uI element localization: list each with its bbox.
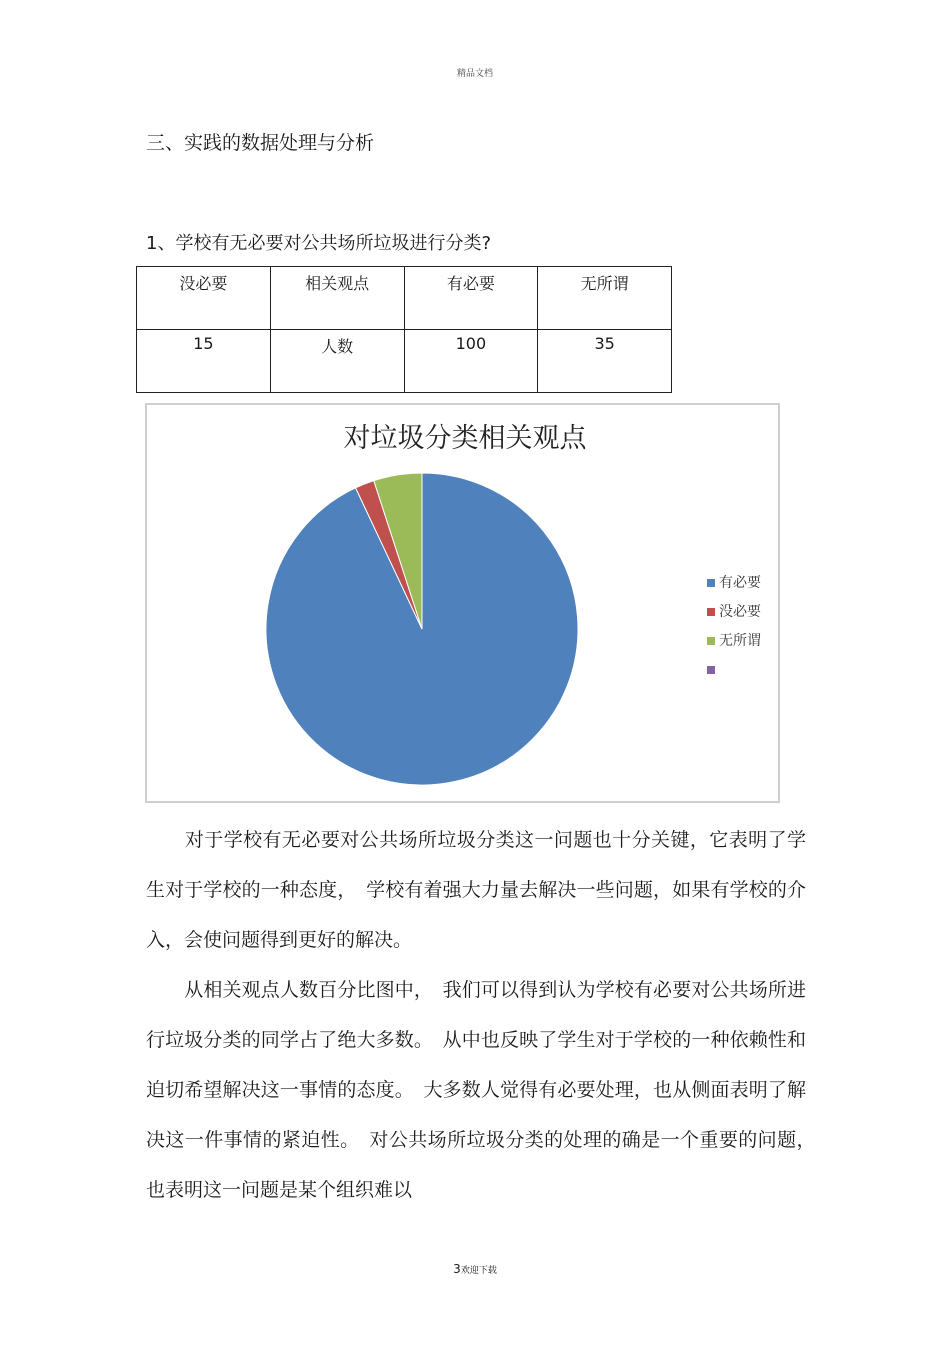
table-cell: 无所谓 [538,267,672,330]
pie-chart [145,403,780,803]
page-number: 3 [453,1262,461,1276]
footer [0,1262,950,1276]
table-cell: 35 [538,330,672,393]
table-cell: 相关观点 [270,267,404,330]
legend-label: 无所谓 [719,633,761,649]
legend-label: 没必要 [719,604,761,620]
legend-swatch [707,579,715,587]
table-cell: 人数 [270,330,404,393]
question-heading: 1、学校有无必要对公共场所垃圾进行分类? [146,233,492,254]
legend-swatch [707,637,715,645]
chart-title: 对垃圾分类相关观点 [343,423,587,454]
pie-chart-svg [147,405,778,801]
paragraph: 对于学校有无必要对公共场所垃圾分类这一问题也十分关键，它表明了学生对于学校的一种态度， 学校有着强大力量去解决一些问题，如果有学校的介入，会使问题得到更好的解决。 [146,829,806,951]
table-cell: 有必要 [404,267,538,330]
data-table [136,266,672,393]
table-row [137,267,672,330]
footer-text: 欢迎下载 [460,1266,497,1276]
table-row [137,330,672,393]
table-cell: 15 [137,330,271,393]
header-watermark: 精品文档 [456,69,493,79]
table-cell: 没必要 [137,267,271,330]
paragraph: 从相关观点人数百分比图中， 我们可以得到认为学校有必要对公共场所进行垃圾分类的同学占了绝大多数。 从中也反映了学生对于学校的一种依赖性和迫切希望解决这一事情的态度。 大多数人觉得有必要处理，也从侧面表明了解决这一件事情的紧迫性。 对公共场所垃圾分类的处理的确是一个重要的问题， 也表明这一问题是某个组织难以 [146,979,826,1201]
legend-swatch [707,666,715,674]
section-title: 三、实践的数据处理与分析 [146,132,375,154]
table-cell: 100 [404,330,538,393]
legend-swatch [707,608,715,616]
legend-label: 有必要 [719,575,761,591]
